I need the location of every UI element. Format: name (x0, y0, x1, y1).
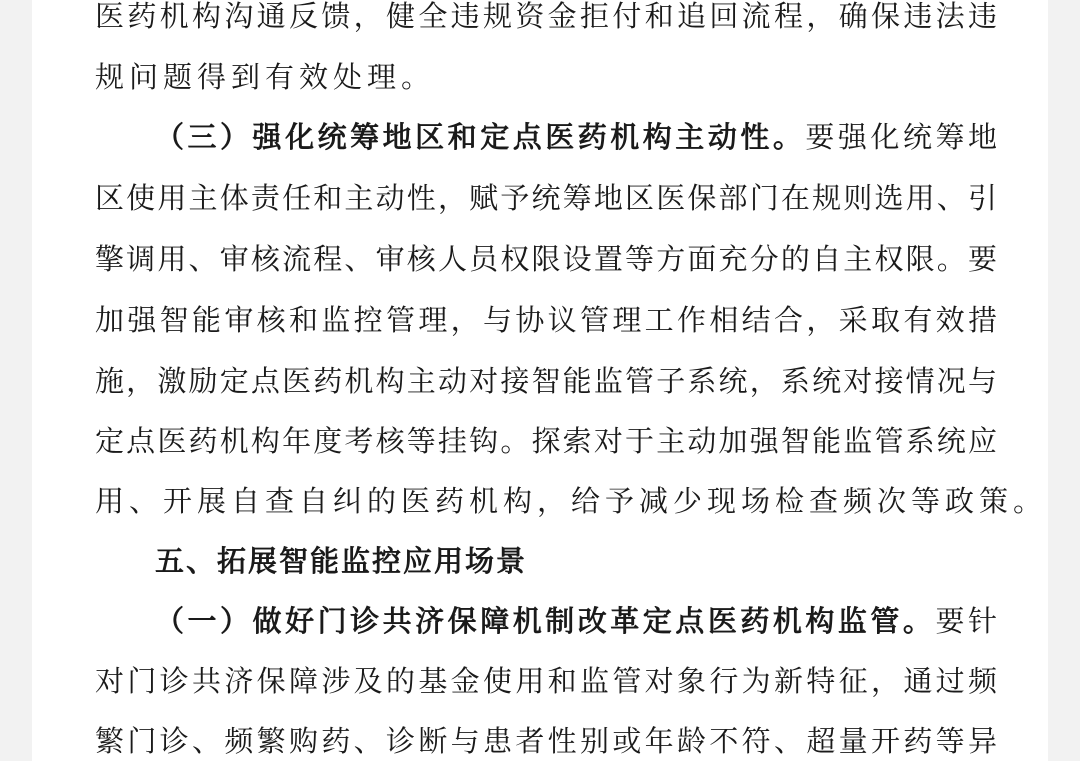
text-line-9 (95, 481, 1047, 521)
section-heading-5 (155, 541, 527, 581)
section-heading-text: 五、拓展智能监控应用场景 (155, 544, 528, 578)
line-text: 施，激励定点医药机构主动对接智能监管子系统，系统对接情况与 (95, 364, 1000, 398)
paragraph-3-bold-heading: （三）强化统筹地区和定点医药机构主动性。 (155, 120, 806, 154)
line-text: 要针 (935, 604, 1001, 638)
line-text: 用、开展自查自纠的医药机构，给予减少现场检查频次等政策。 (95, 484, 1048, 518)
text-line-1 (95, 0, 1001, 36)
line-text: 繁门诊、频繁购药、诊断与患者性别或年龄不符、超量开药等异 (95, 724, 1001, 758)
line-text: 医药机构沟通反馈，健全违规资金拒付和追回流程，确保违法违 (95, 0, 1001, 33)
text-line-2 (95, 57, 435, 97)
paragraph-5-1-bold-heading: （一）做好门诊共济保障机制改革定点医药机构监管。 (155, 604, 936, 638)
paragraph-3-first-line (155, 117, 1001, 157)
paragraph-5-1-first-line (155, 601, 1001, 641)
text-line-6 (95, 300, 1001, 340)
line-text: 规问题得到有效处理。 (95, 60, 436, 94)
line-text: 定点医药机构年度考核等挂钩。探索对于主动加强智能监管系统应 (95, 424, 1000, 458)
text-line-12 (95, 661, 1001, 701)
line-text: 区使用主体责任和主动性，赋予统筹地区医保部门在规则选用、引 (95, 181, 1000, 215)
text-line-5 (95, 239, 1000, 279)
line-text: 擎调用、审核流程、审核人员权限设置等方面充分的自主权限。要 (95, 242, 1000, 276)
text-line-8 (95, 421, 1000, 461)
text-line-4 (95, 178, 1000, 218)
line-text: 加强智能审核和监控管理，与协议管理工作相结合，采取有效措 (95, 303, 1001, 337)
text-line-7 (95, 361, 1000, 401)
document-page (32, 0, 1048, 761)
line-text: 对门诊共济保障涉及的基金使用和监管对象行为新特征，通过频 (95, 664, 1001, 698)
text-line-13 (95, 721, 1001, 761)
line-text: 要强化统筹地 (805, 120, 1001, 154)
